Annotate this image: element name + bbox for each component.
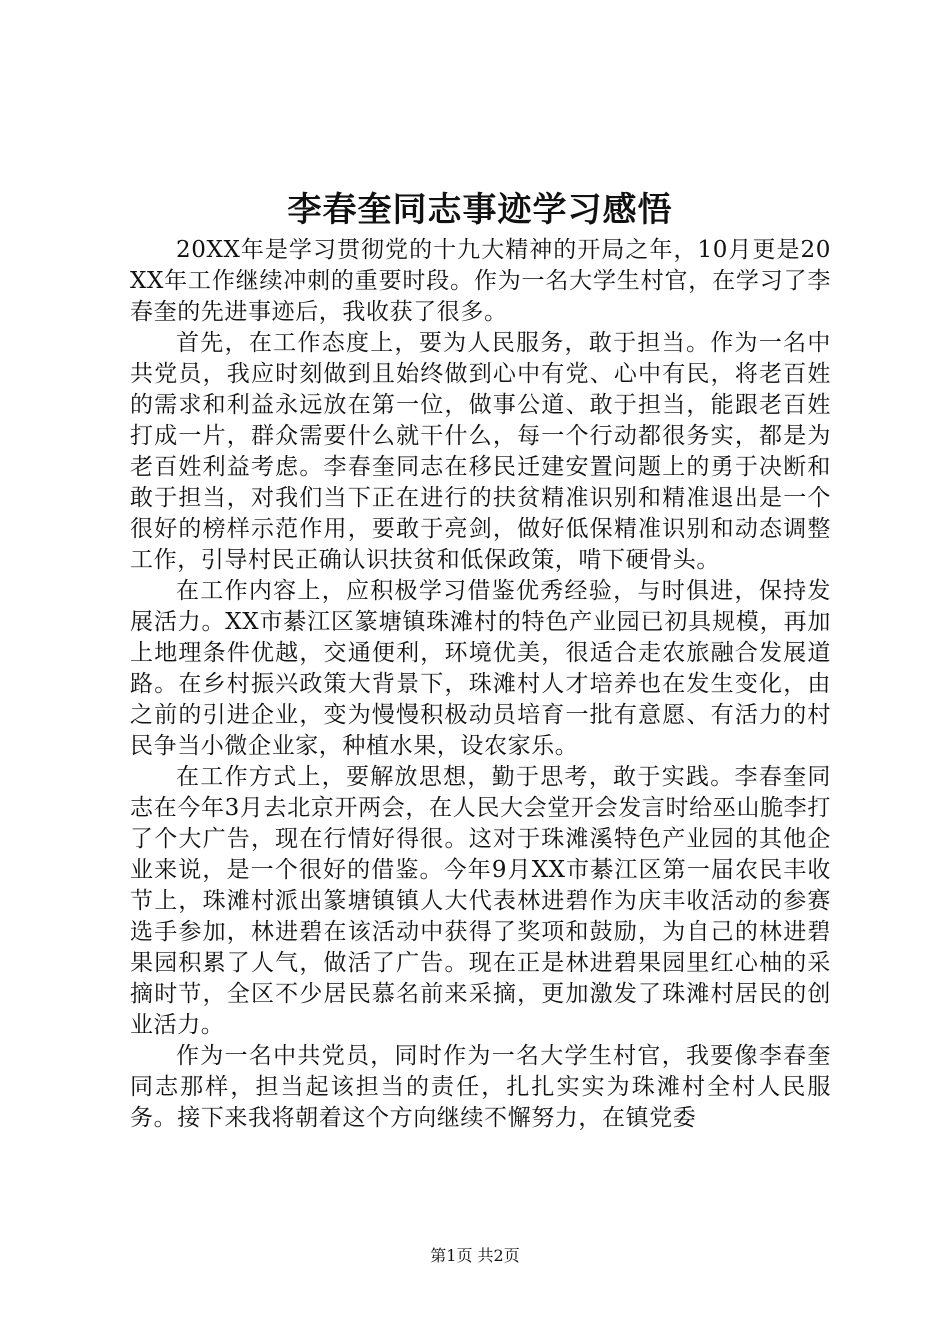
paragraph-work-content: 在工作内容上，应积极学习借鉴优秀经验，与时俱进，保持发展活力。XX市綦江区篆塘镇珠滩村的特色产业园已初具规模，再加上地理条件优越，交通便利，环境优美，很适合走农旅融合发展道路。在乡村振兴政策大背景下，珠滩村人才培养也在发生变化，由之前的引进企业，变为慢慢积极动员培育一批有意愿、有活力的村民争当小微企业家，种植水果，设农家乐。 [130,578,831,759]
document-title: 李春奎同志事迹学习感悟 [287,190,673,230]
paragraph-intro: 20XX年是学习贯彻党的十九大精神的开局之年，10月更是20XX年工作继续冲刺的重要时段。作为一名大学生村官，在学习了李春奎的先进事迹后，我收获了很多。 [130,237,831,325]
document-body [130,235,831,1134]
paragraph-work-method: 在工作方式上，要解放思想，勤于思考，敢于实践。李春奎同志在今年3月去北京开两会，在人民大会堂开会发言时给巫山脆李打了个大广告，现在行情好得很。这对于珠滩溪特色产业园的其他企业来说，是一个很好的借鉴。今年9月XX市綦江区第一届农民丰收节上，珠滩村派出篆塘镇镇人大代表林进碧作为庆丰收活动的参赛选手参加，林进碧在该活动中获得了奖项和鼓励，为自己的林进碧果园积累了人气，做活了广告。现在正是林进碧果园里红心柚的采摘时节，全区不少居民慕名前来采摘，更加激发了珠滩村居民的创业活力。 [130,764,831,1038]
paragraph-conclusion: 作为一名中共党员，同时作为一名大学生村官，我要像李春奎同志那样，担当起该担当的责任，扎扎实实为珠滩村全村人民服务。接下来我将朝着这个方向继续不懈努力，在镇党委 [130,1043,831,1131]
page-number-footer: 第1页 共2页 [430,1246,520,1265]
paragraph-work-attitude: 首先，在工作态度上，要为人民服务，敢于担当。作为一名中共党员，我应时刻做到且始终做到心中有党、心中有民，将老百姓的需求和利益永远放在第一位，做事公道、敢于担当，能跟老百姓打成一片，群众需要什么就干什么，每一个行动都很务实，都是为老百姓利益考虑。李春奎同志在移民迁建安置问题上的勇于决断和敢于担当，对我们当下正在进行的扶贫精准识别和精准退出是一个很好的榜样示范作用，要敢于亮剑，做好低保精准识别和动态调整工作，引导村民正确认识扶贫和低保政策，啃下硬骨头。 [130,330,831,573]
